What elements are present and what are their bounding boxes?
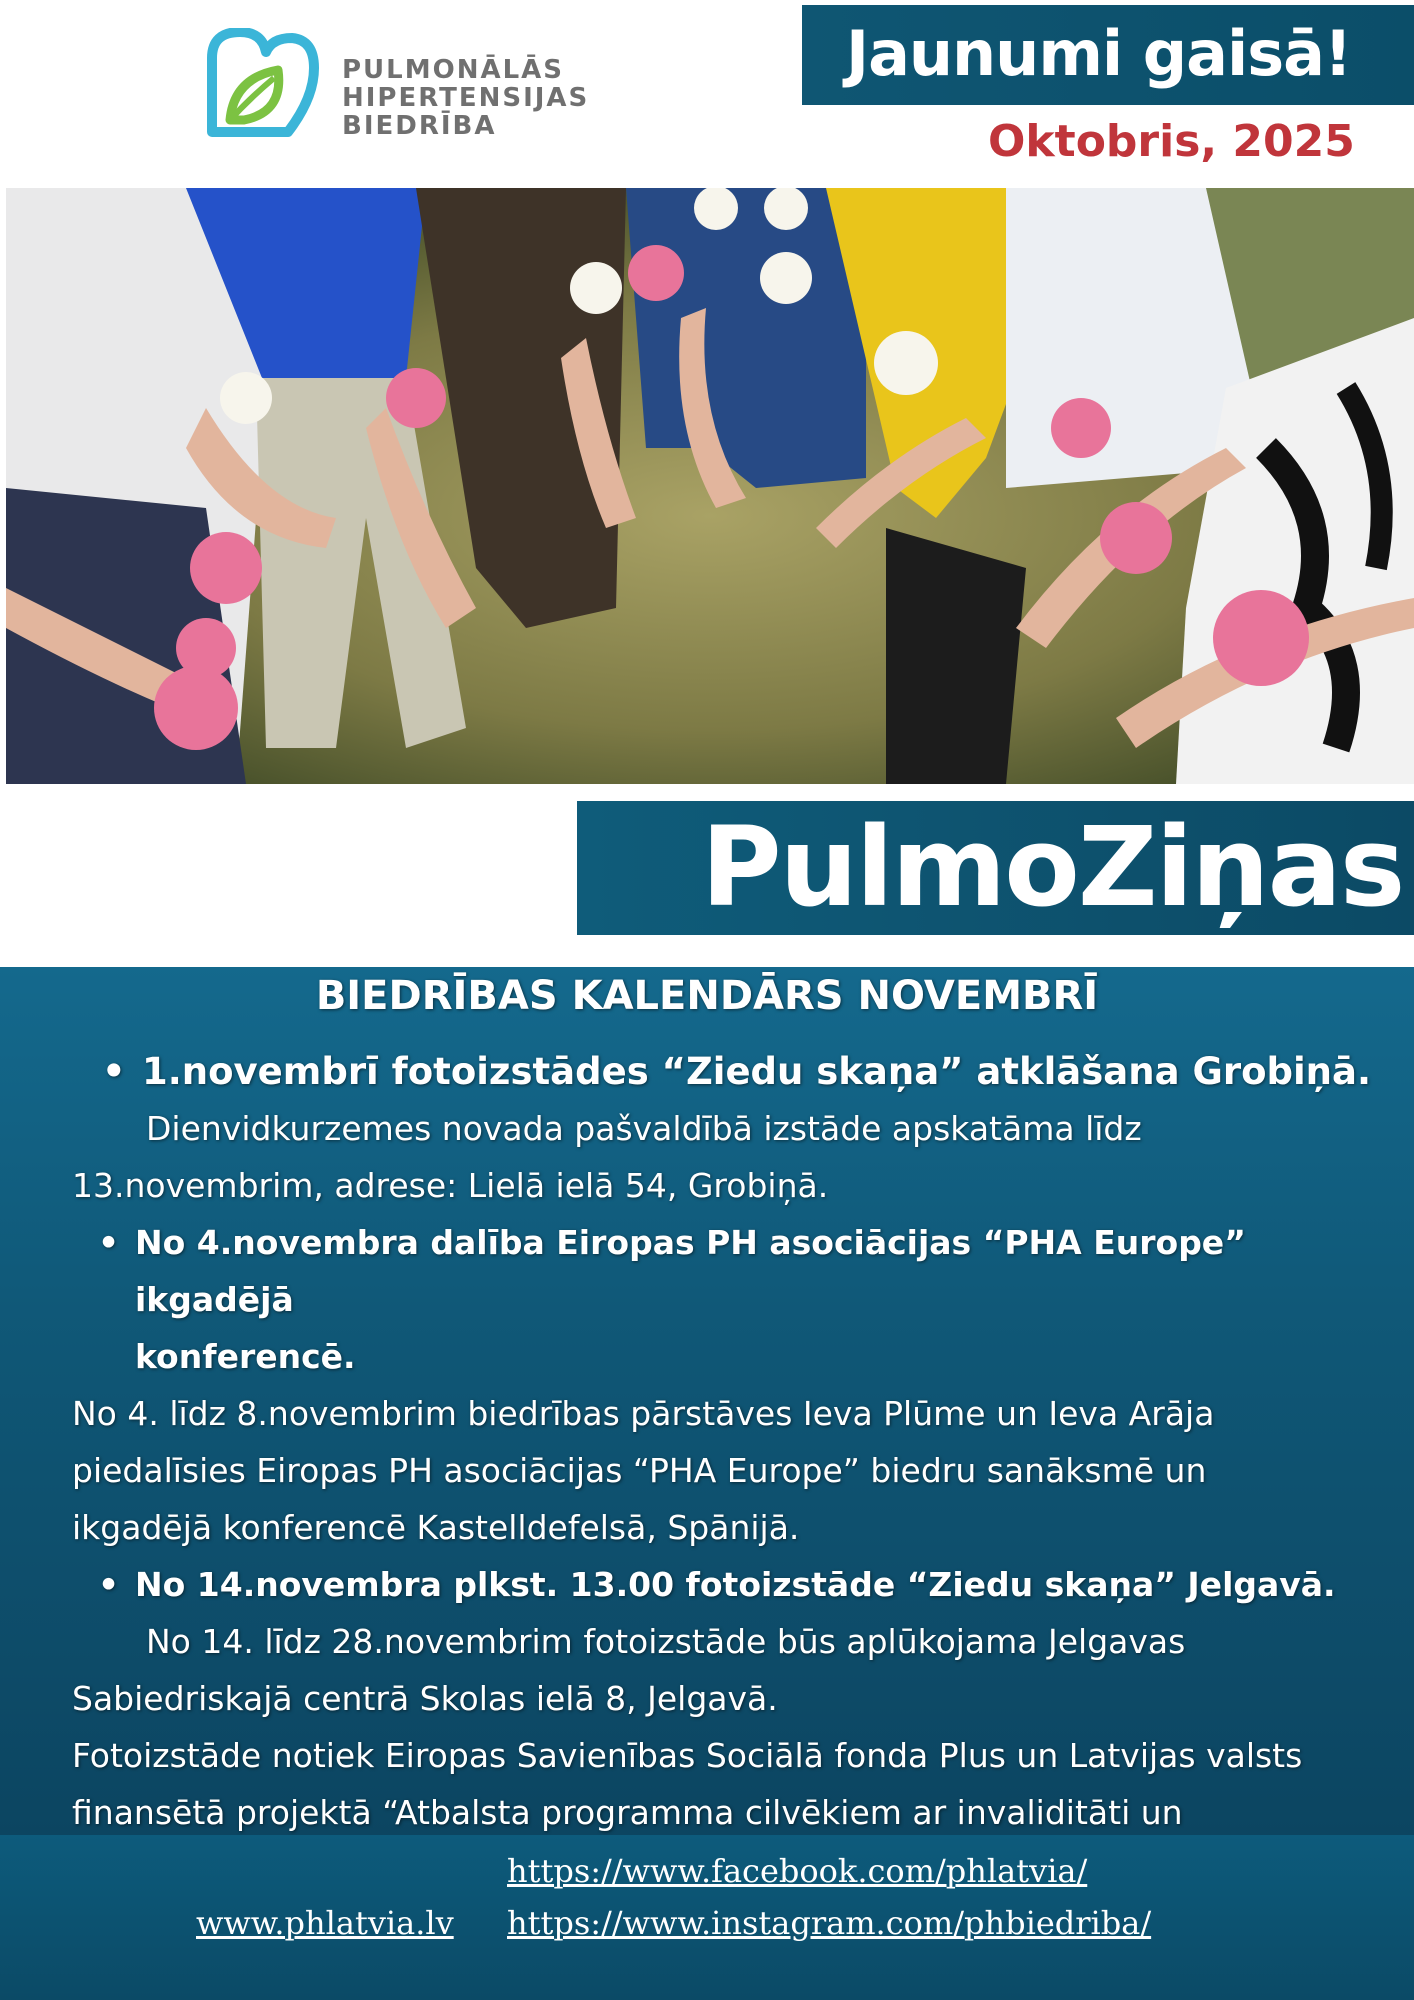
- calendar-section: [0, 967, 1414, 1835]
- instagram-link[interactable]: https://www.instagram.com/phbiedriba/: [507, 1904, 1152, 1942]
- bullet-icon: •: [98, 1223, 120, 1262]
- event-heading: [72, 1556, 1402, 1613]
- bullet-icon: •: [98, 1565, 120, 1604]
- calendar-title: BIEDRĪBAS KALENDĀRS NOVEMBRĪ: [315, 973, 1099, 1019]
- event-text-line: Dienvidkurzemes novada pašvaldībā izstāde apskatāma līdz: [146, 1109, 1142, 1148]
- photo-hands-with-flowers-icon: [6, 188, 1414, 784]
- newsletter-title: PulmoZiņas: [701, 803, 1404, 931]
- organization-name: [342, 56, 589, 140]
- news-banner: [802, 5, 1414, 105]
- event-heading: [72, 1214, 1402, 1385]
- newsletter-masthead: [577, 801, 1414, 935]
- org-name-line-2: HIPERTENSIJAS: [342, 83, 590, 113]
- org-name-line-1: PULMONĀLĀS: [342, 55, 565, 85]
- event-text-line: ikgadējā konferencē Kastelldefelsā, Spānijā.: [72, 1508, 800, 1547]
- calendar-body: [72, 1043, 1402, 1898]
- website-link[interactable]: www.phlatvia.lv: [196, 1904, 454, 1942]
- group-photo: [6, 188, 1414, 784]
- org-name-line-3: BIEDRĪBA: [342, 111, 497, 141]
- event-text-line: No 4. līdz 8.novembrim biedrības pārstāves Ieva Plūme un Ieva Arāja: [72, 1394, 1215, 1433]
- event-heading-text: konferencē.: [135, 1337, 356, 1376]
- event-heading-text: 1.novembrī fotoizstādes “Ziedu skaņa” atklāšana Grobiņā.: [142, 1050, 1372, 1093]
- banner-title: Jaunumi gaisā!: [846, 17, 1352, 90]
- event-heading: [72, 1043, 1402, 1100]
- heart-leaf-logo-icon: [200, 28, 320, 140]
- event-text-line: Fotoizstāde notiek Eiropas Savienības Sociālā fonda Plus un Latvijas valsts: [72, 1736, 1303, 1775]
- event-text-line: Sabiedriskajā centrā Skolas ielā 8, Jelgavā.: [72, 1679, 778, 1718]
- event-text-line: finansētā projektā “Atbalsta programma cilvēkiem ar invaliditāti un: [72, 1793, 1183, 1832]
- facebook-link[interactable]: https://www.facebook.com/phlatvia/: [507, 1852, 1088, 1890]
- bullet-icon: •: [102, 1050, 126, 1093]
- event-text-line: 13.novembrim, adrese: Lielā ielā 54, Grobiņā.: [72, 1166, 829, 1205]
- event-heading-text: No 14.novembra plkst. 13.00 fotoizstāde “Ziedu skaņa” Jelgavā.: [135, 1565, 1336, 1604]
- event-text-line: piedalīsies Eiropas PH asociācijas “PHA Europe” biedru sanāksmē un: [72, 1451, 1207, 1490]
- issue-date: Oktobris, 2025: [988, 116, 1355, 167]
- event-heading-text: No 4.novembra dalība Eiropas PH asociācijas “PHA Europe” ikgadējā: [135, 1223, 1246, 1319]
- footer-links: [0, 1835, 1414, 2000]
- event-text-line: No 14. līdz 28.novembrim fotoizstāde būs aplūkojama Jelgavas: [146, 1622, 1186, 1661]
